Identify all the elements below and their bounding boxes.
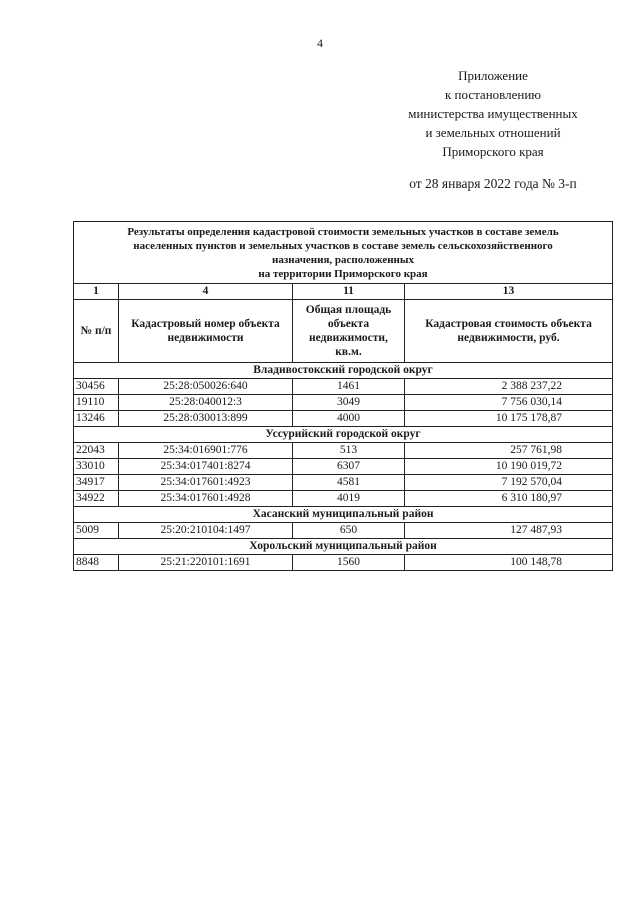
column-header-area: Общая площадь объекта недвижимости, кв.м.: [293, 300, 405, 363]
row-index: 33010: [74, 459, 119, 475]
appendix-line: к постановлению: [444, 87, 542, 102]
appendix-line: Приложение: [458, 68, 528, 83]
section-title: Уссурийский городской округ: [74, 427, 613, 443]
column-header-index: № п/п: [74, 300, 119, 363]
row-index: 8848: [74, 555, 119, 571]
table-title-line: назначения, расположенных: [272, 254, 414, 266]
table-title-line: населенных пунктов и земельных участков в составе земель сельскохозяйственного: [133, 240, 553, 252]
cadastral-number: 25:28:030013:899: [119, 411, 293, 427]
column-header-row: [74, 300, 613, 363]
table-row: [74, 379, 613, 395]
cost-value: 10 175 178,87: [405, 411, 613, 427]
appendix-header: [378, 66, 608, 193]
area-value: 4581: [293, 475, 405, 491]
table-row: [74, 443, 613, 459]
area-value: 1560: [293, 555, 405, 571]
area-value: 6307: [293, 459, 405, 475]
section-title: Хасанский муниципальный район: [74, 507, 613, 523]
column-number-row: [74, 284, 613, 300]
table-title: [74, 222, 613, 284]
table-row: [74, 491, 613, 507]
column-number: 11: [293, 284, 405, 300]
row-index: 13246: [74, 411, 119, 427]
row-index: 19110: [74, 395, 119, 411]
cost-value: 100 148,78: [405, 555, 613, 571]
appendix-line: Приморского края: [442, 144, 544, 159]
column-number: 13: [405, 284, 613, 300]
cost-value: 7 756 030,14: [405, 395, 613, 411]
table-title-line: на территории Приморского края: [258, 268, 428, 280]
table-row: [74, 475, 613, 491]
column-header-cost: Кадастровая стоимость объекта недвижимости, руб.: [405, 300, 613, 363]
table-row: [74, 459, 613, 475]
table-row: [74, 395, 613, 411]
cadastral-number: 25:28:050026:640: [119, 379, 293, 395]
section-row: [74, 427, 613, 443]
cadastral-number: 25:20:210104:1497: [119, 523, 293, 539]
page-number: 4: [317, 36, 323, 50]
cost-value: 6 310 180,97: [405, 491, 613, 507]
section-row: [74, 539, 613, 555]
cost-value: 127 487,93: [405, 523, 613, 539]
row-index: 5009: [74, 523, 119, 539]
cadastral-number: 25:34:016901:776: [119, 443, 293, 459]
table-row: [74, 411, 613, 427]
cost-value: 10 190 019,72: [405, 459, 613, 475]
section-row: [74, 363, 613, 379]
cadastral-number: 25:28:040012:3: [119, 395, 293, 411]
column-number: 1: [74, 284, 119, 300]
area-value: 1461: [293, 379, 405, 395]
cadastral-value-table: [73, 221, 613, 571]
cost-value: 257 761,98: [405, 443, 613, 459]
row-index: 30456: [74, 379, 119, 395]
table-title-line: Результаты определения кадастровой стоимости земельных участков в составе земель: [127, 226, 559, 238]
area-value: 3049: [293, 395, 405, 411]
cost-value: 7 192 570,04: [405, 475, 613, 491]
table-row: [74, 555, 613, 571]
area-value: 650: [293, 523, 405, 539]
section-title: Владивостокский городской округ: [74, 363, 613, 379]
area-value: 4000: [293, 411, 405, 427]
decree-date: от 28 января 2022 года № 3-п: [409, 176, 577, 191]
cost-value: 2 388 237,22: [405, 379, 613, 395]
appendix-line: и земельных отношений: [425, 125, 561, 140]
area-value: 4019: [293, 491, 405, 507]
section-row: [74, 507, 613, 523]
appendix-line: министерства имущественных: [408, 106, 578, 121]
cadastral-number: 25:21:220101:1691: [119, 555, 293, 571]
cadastral-number: 25:34:017601:4928: [119, 491, 293, 507]
table-title-row: [74, 222, 613, 284]
table-row: [74, 523, 613, 539]
column-number: 4: [119, 284, 293, 300]
area-value: 513: [293, 443, 405, 459]
cadastral-number: 25:34:017601:4923: [119, 475, 293, 491]
row-index: 22043: [74, 443, 119, 459]
row-index: 34922: [74, 491, 119, 507]
column-header-cadastral-number: Кадастровый номер объекта недвижимости: [119, 300, 293, 363]
cadastral-number: 25:34:017401:8274: [119, 459, 293, 475]
row-index: 34917: [74, 475, 119, 491]
section-title: Хорольский муниципальный район: [74, 539, 613, 555]
